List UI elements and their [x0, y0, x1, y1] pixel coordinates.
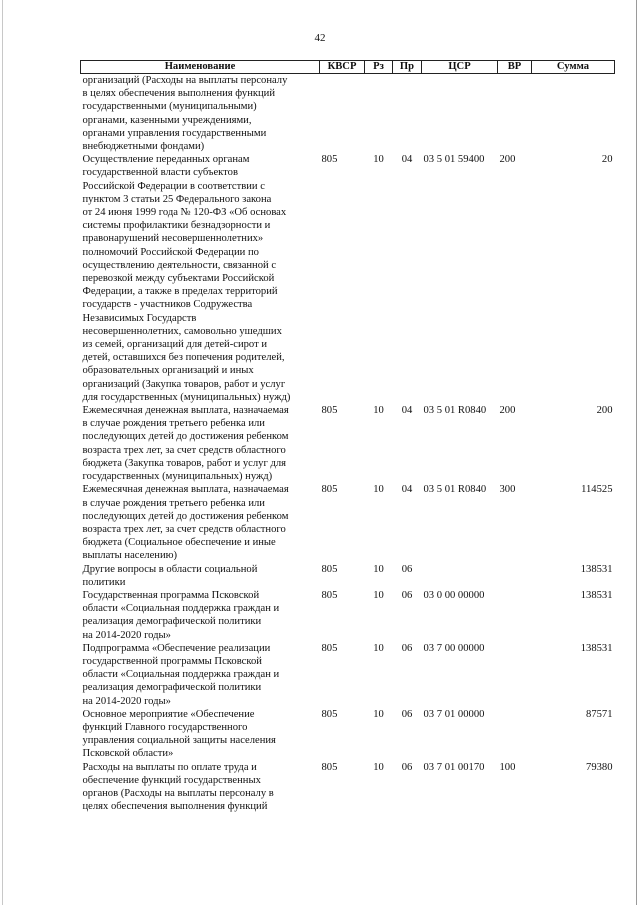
row-csr: 03 5 01 R0840: [423, 484, 487, 496]
row-kvsr: 805: [321, 484, 338, 496]
row-rz: 10: [373, 761, 384, 773]
table-row: [81, 708, 615, 761]
table-row: [81, 153, 615, 404]
row-rz: 10: [373, 484, 384, 496]
row-kvsr: 805: [321, 708, 338, 720]
header-row: [81, 61, 615, 74]
header-name: Наименование: [81, 61, 320, 74]
header-rz: Рз: [365, 61, 393, 74]
row-kvsr: 805: [321, 154, 338, 166]
row-name: Государственная программа Псковской области «Социальная поддержка граждан и реализация демографической политики на 2014-2020 годы»: [82, 589, 280, 641]
table-row: [81, 563, 615, 589]
header-pr: Пр: [393, 61, 422, 74]
row-vr: 100: [499, 761, 516, 773]
table-row: [81, 74, 615, 154]
row-csr: 03 7 00 00000: [423, 642, 485, 654]
row-csr: 03 0 00 00000: [423, 589, 485, 601]
row-sum: 20: [601, 154, 613, 166]
row-vr: [498, 589, 532, 642]
row-kvsr: 805: [321, 563, 338, 575]
row-rz: 10: [373, 589, 384, 601]
row-csr: [422, 74, 498, 154]
row-kvsr: 805: [321, 761, 338, 773]
row-vr: [498, 563, 532, 589]
row-sum: [532, 74, 615, 154]
scan-edge-left: [2, 0, 3, 905]
table-header: [81, 61, 615, 74]
row-rz: 10: [373, 642, 384, 654]
row-csr: [422, 563, 498, 589]
row-pr: 04: [401, 154, 413, 166]
table-row: [81, 589, 615, 642]
row-name: Ежемесячная денежная выплата, назначаемая в случае рождения третьего ребенка или последующих детей до достижения ребенком возраста трех лет, за счет средств областного бюджета (Закупка товаров, работ и услуг для государственных (муниципальных) нужд): [82, 405, 289, 483]
row-name: Осуществление переданных органам государственной власти субъектов Российской Федерации в соответствии с пунктом 3 статьи 25 Федерального закона от 24 июня 1999 года № 120-ФЗ «Об основах системы профилактики безнадзорности и правонарушений несовершеннолетних» полномочий Российской Федерации по осуществлению деятельности, связанной с перевозкой между субъектами Российской Федерации, а также в пределах территорий государств - участников Содружества Независимых Государств несовершеннолетних, самовольно ушедших из семей, организаций для детей-сирот и детей, оставшихся без попечения родителей, образовательных организаций и иных организаций (Закупка товаров, работ и услуг для государственных (муниципальных) нужд): [82, 154, 291, 403]
row-sum: 79380: [586, 761, 613, 773]
budget-table: [80, 60, 615, 813]
row-name: Основное мероприятие «Обеспечение функций Главного государственного управления социальной защиты населения Псковской области»: [82, 708, 276, 760]
table-row: [81, 642, 615, 708]
row-vr: 300: [499, 484, 516, 496]
row-rz: 10: [373, 154, 384, 166]
row-rz: 10: [373, 563, 384, 575]
row-kvsr: 805: [321, 589, 338, 601]
row-rz: [365, 74, 393, 154]
table-row: [81, 404, 615, 483]
row-rz: 10: [373, 405, 384, 417]
row-vr: [498, 642, 532, 708]
header-kvsr: КВСР: [320, 61, 365, 74]
row-vr: 200: [499, 405, 516, 417]
row-rz: 10: [373, 708, 384, 720]
row-vr: [498, 708, 532, 761]
scan-edge-right: [636, 0, 637, 905]
row-pr: 06: [401, 589, 413, 601]
row-vr: [498, 74, 532, 154]
page-number: 42: [314, 32, 326, 44]
row-sum: 87571: [586, 708, 613, 720]
row-sum: 114525: [581, 484, 613, 496]
header-vr: ВР: [498, 61, 532, 74]
row-sum: 138531: [580, 642, 613, 654]
row-name: Другие вопросы в области социальной политики: [82, 563, 258, 588]
table-row: [81, 761, 615, 814]
header-csr: ЦСР: [422, 61, 498, 74]
row-pr: 06: [401, 761, 413, 773]
row-pr: 04: [401, 484, 413, 496]
header-sum: Сумма: [532, 61, 615, 74]
row-vr: 200: [499, 154, 516, 166]
row-name: Подпрограмма «Обеспечение реализации государственной программы Псковской области «Социальная поддержка граждан и реализация демографической политики на 2014-2020 годы»: [82, 642, 280, 707]
row-csr: 03 7 01 00000: [423, 708, 485, 720]
row-pr: 06: [401, 563, 413, 575]
row-csr: 03 5 01 R0840: [423, 405, 487, 417]
row-pr: 06: [401, 708, 413, 720]
row-sum: 200: [596, 405, 613, 417]
row-name: Ежемесячная денежная выплата, назначаемая в случае рождения третьего ребенка или последующих детей до достижения ребенком возраста трех лет, за счет средств областного бюджета (Социальное обеспечение и иные выплаты населению): [82, 484, 289, 562]
row-pr: [393, 74, 422, 154]
row-name: организаций (Расходы на выплаты персоналу в целях обеспечения выполнения функций государственными (муниципальными) органами, казенными учреждениями, органами управления государственными внебюджетными фондами): [82, 75, 288, 153]
row-csr: 03 7 01 00170: [423, 761, 485, 773]
row-sum: 138531: [580, 563, 613, 575]
row-sum: 138531: [580, 589, 613, 601]
row-name: Расходы на выплаты по оплате труда и обеспечение функций государственных органов (Расходы на выплаты персоналу в целях обеспечения выполнения функций: [82, 761, 274, 813]
table-body: [81, 74, 615, 814]
table-row: [81, 483, 615, 562]
row-pr: 04: [401, 405, 413, 417]
row-csr: 03 5 01 59400: [423, 154, 485, 166]
row-kvsr: 805: [321, 642, 338, 654]
row-kvsr: [320, 74, 365, 154]
row-kvsr: 805: [321, 405, 338, 417]
row-pr: 06: [401, 642, 413, 654]
